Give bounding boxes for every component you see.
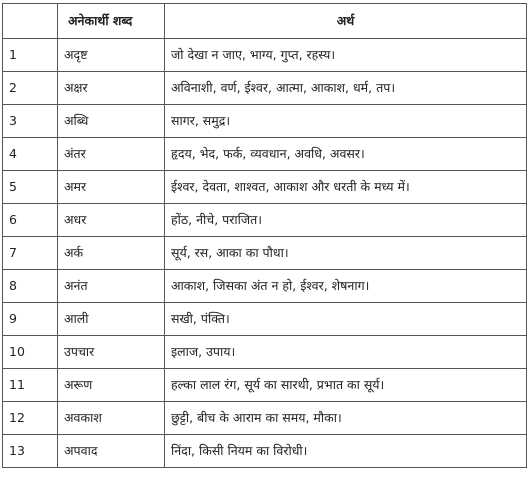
- table-row: [3, 402, 527, 435]
- row-number: 7: [3, 237, 58, 270]
- header-meaning: अर्थ: [165, 4, 527, 39]
- row-number: 3: [3, 105, 58, 138]
- table-row: [3, 336, 527, 369]
- header-word: अनेकार्थी शब्द: [58, 4, 165, 39]
- row-number: 8: [3, 270, 58, 303]
- row-word: अधर: [58, 204, 165, 237]
- row-word: अनंत: [58, 270, 165, 303]
- row-meaning: हल्का लाल रंग, सूर्य का सारथी, प्रभात का सूर्य।: [165, 369, 527, 402]
- header-number: [3, 4, 58, 39]
- row-meaning: होंठ, नीचे, पराजित।: [165, 204, 527, 237]
- row-word: अदृष्ट: [58, 39, 165, 72]
- row-number: 13: [3, 435, 58, 468]
- row-word: आली: [58, 303, 165, 336]
- table-row: [3, 369, 527, 402]
- word-meaning-table: [2, 3, 527, 468]
- row-word: अक्षर: [58, 72, 165, 105]
- row-meaning: सखी, पंक्ति।: [165, 303, 527, 336]
- table-row: [3, 204, 527, 237]
- table-row: [3, 138, 527, 171]
- row-number: 5: [3, 171, 58, 204]
- row-meaning: छुट्टी, बीच के आराम का समय, मौका।: [165, 402, 527, 435]
- row-meaning: इलाज, उपाय।: [165, 336, 527, 369]
- table-header: [3, 4, 527, 39]
- row-word: अपवाद: [58, 435, 165, 468]
- row-word: अंतर: [58, 138, 165, 171]
- row-number: 12: [3, 402, 58, 435]
- row-word: अमर: [58, 171, 165, 204]
- row-word: अवकाश: [58, 402, 165, 435]
- row-number: 11: [3, 369, 58, 402]
- row-word: अब्धि: [58, 105, 165, 138]
- row-number: 6: [3, 204, 58, 237]
- row-meaning: सागर, समुद्र।: [165, 105, 527, 138]
- row-word: उपचार: [58, 336, 165, 369]
- table-row: [3, 105, 527, 138]
- row-number: 10: [3, 336, 58, 369]
- row-meaning: निंदा, किसी नियम का विरोधी।: [165, 435, 527, 468]
- table-row: [3, 303, 527, 336]
- row-meaning: सूर्य, रस, आका का पौधा।: [165, 237, 527, 270]
- row-number: 9: [3, 303, 58, 336]
- table-row: [3, 171, 527, 204]
- table-row: [3, 270, 527, 303]
- table-row: [3, 435, 527, 468]
- table-row: [3, 72, 527, 105]
- row-word: अरूण: [58, 369, 165, 402]
- row-word: अर्क: [58, 237, 165, 270]
- row-number: 4: [3, 138, 58, 171]
- table-row: [3, 237, 527, 270]
- header-row: [3, 4, 527, 39]
- row-meaning: जो देखा न जाए, भाग्य, गुप्त, रहस्य।: [165, 39, 527, 72]
- row-meaning: ईश्वर, देवता, शाश्वत, आकाश और धरती के मध्य में।: [165, 171, 527, 204]
- row-meaning: हृदय, भेद, फर्क, व्यवधान, अवधि, अवसर।: [165, 138, 527, 171]
- table-body: [3, 39, 527, 468]
- row-meaning: अविनाशी, वर्ण, ईश्वर, आत्मा, आकाश, धर्म, तप।: [165, 72, 527, 105]
- row-number: 1: [3, 39, 58, 72]
- row-meaning: आकाश, जिसका अंत न हो, ईश्वर, शेषनाग।: [165, 270, 527, 303]
- row-number: 2: [3, 72, 58, 105]
- table-row: [3, 39, 527, 72]
